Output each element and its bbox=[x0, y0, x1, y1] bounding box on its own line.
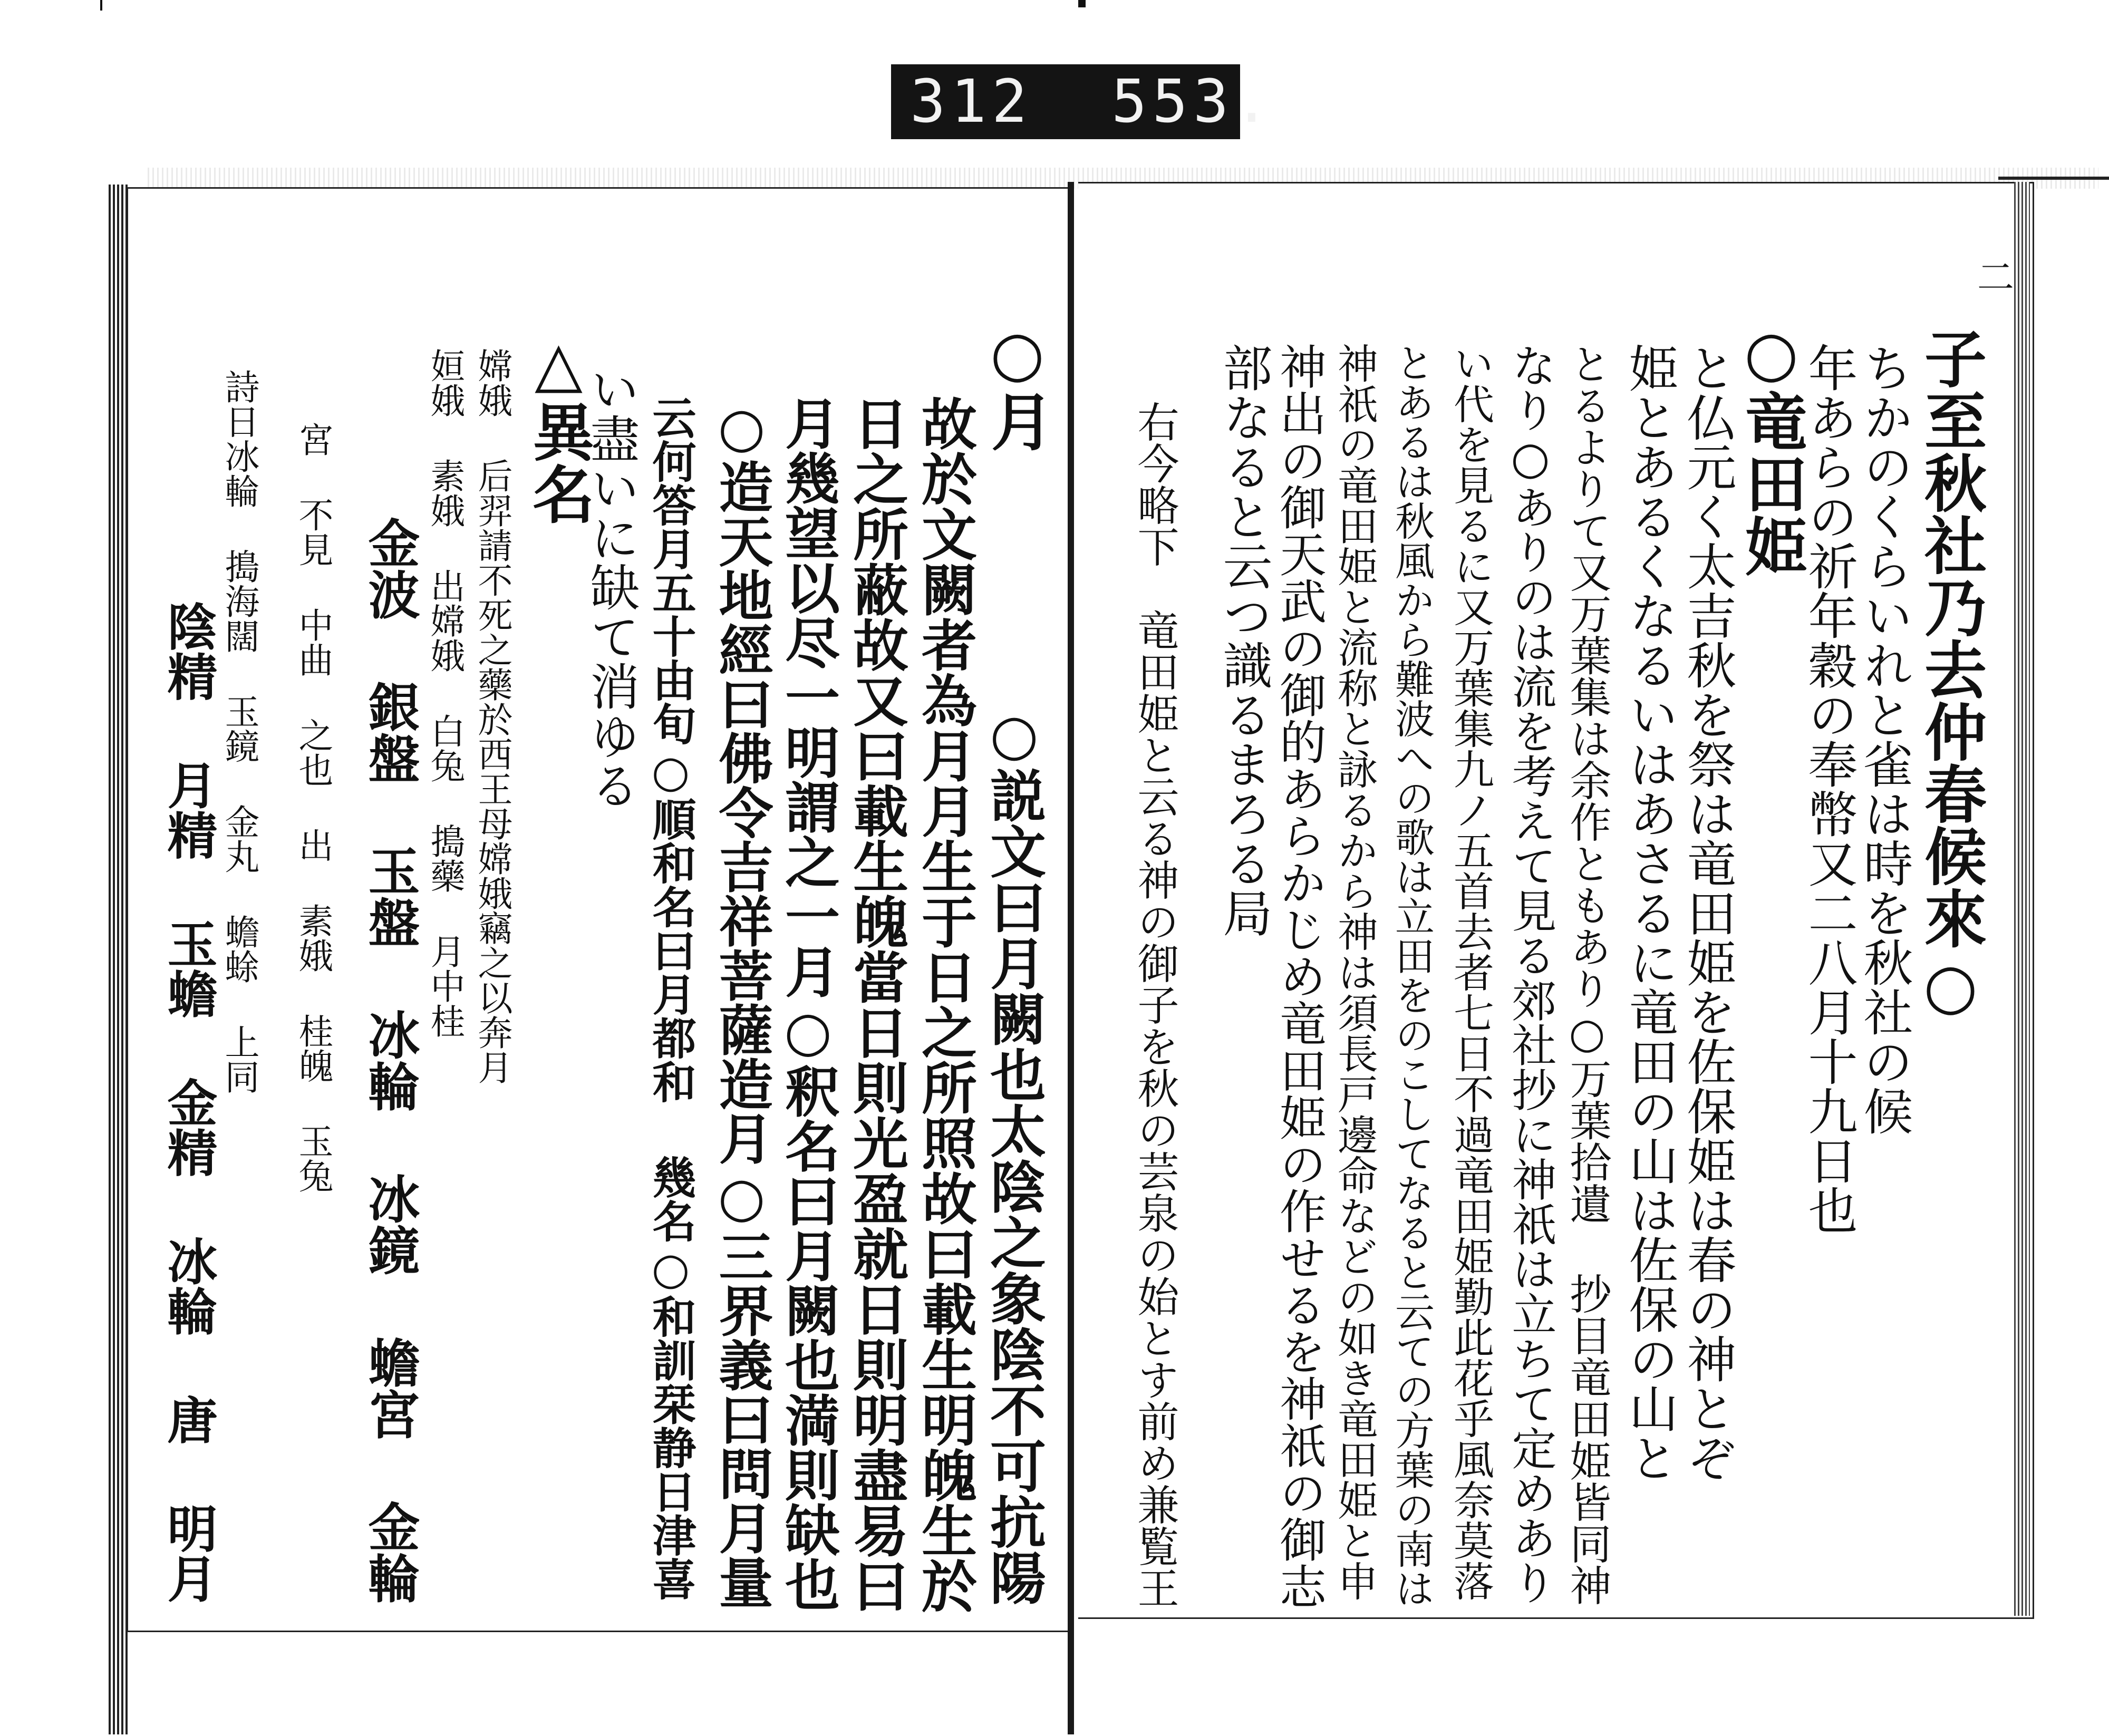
right-page-text-column: ○竜田姫 bbox=[1735, 316, 1808, 576]
right-page-text-column: 部なると云つ識るまろる局 bbox=[1214, 343, 1272, 937]
left-page-text-column: ○造天地經曰佛令吉祥菩薩造月○三界義曰問月量 bbox=[710, 395, 773, 1609]
left-page-text-column: 月幾望以尽一明謂之一月○釈名曰月闕也満則缺也 bbox=[776, 395, 840, 1612]
right-page-text-column: 年あらの祈年穀の奉幣又二八月十九日也 bbox=[1800, 343, 1857, 1235]
catalog-number-right: 553. bbox=[1111, 67, 1275, 136]
right-page-text-column: と仏元く太吉秋を祭は竜田姫を佐保姫は春の神とぞ bbox=[1678, 343, 1736, 1482]
right-page-text-column: 右今略下 竜田姫と云る神の御子を秋の芸泉の始とす前め兼覧王 bbox=[1130, 401, 1179, 1608]
right-page-text-column: とあるは秋風から難波への歌は立田をのこしてなると云ての方葉の南は bbox=[1389, 343, 1435, 1608]
right-page-text-column: 神祇の竜田姫と流称と詠るから神は須長戸邊命などの如き竜田姫と申 bbox=[1331, 343, 1378, 1601]
scan-mark bbox=[1078, 0, 1086, 7]
left-page-text-column: ○説文曰月闕也太陰之象陰不可抗陽 bbox=[981, 701, 1047, 1605]
catalog-number-left: 312 bbox=[910, 67, 1033, 136]
left-page-text-column: 陰精 月精 玉蟾 金精 冰輪 唐 明月 bbox=[159, 601, 218, 1603]
book-spine bbox=[1068, 182, 1074, 1734]
right-page-text-column: なり○ありのは流を考えて見る郊社抄に神祇は立ちて定めあり bbox=[1504, 343, 1556, 1605]
catalog-label bbox=[891, 64, 1275, 139]
right-page-stub bbox=[1998, 177, 2109, 180]
right-page-text-column: ちかのくらいれと雀は時を秋社の候 bbox=[1855, 343, 1912, 1136]
left-page-text-column: 詩日冰輪 搗海闊 玉鏡 金丸 蟾蜍 上同 bbox=[219, 369, 259, 1094]
left-page-text-column: 故於文闕者為月月生于日之所照故曰載生明魄生於 bbox=[913, 395, 978, 1613]
left-page-text-column: 云何答月五十由旬○順和名曰月都和 幾名○和訓栞静日津喜 bbox=[645, 395, 696, 1601]
page-number: 二 bbox=[1977, 256, 2014, 299]
right-page-text-column: 神出の御天武の御的あらかじめ竜田姫の作せるを神祇の御志 bbox=[1272, 343, 1327, 1609]
scan-mark bbox=[100, 0, 102, 11]
left-page-text-column: い盡いに缺て消ゆる bbox=[582, 364, 639, 810]
left-page-text-column: △異名 bbox=[522, 327, 595, 525]
right-page-text-column: 子至秋社乃去仲春候來○ bbox=[1914, 327, 1987, 1022]
left-page-text-column: 日之所蔽故又曰載生魄當日則光盈就日則明盡易曰 bbox=[844, 395, 910, 1613]
left-page-text-column: 姮娥 素娥 出嫦娥 白兔 搗藥 月中桂 bbox=[424, 348, 465, 1038]
right-page-text-column: とるよりて又万葉集は余作ともあり○万葉拾遺 抄目竜田姫皆同神 bbox=[1563, 343, 1611, 1606]
left-page-text-column: 金波 銀盤 玉盤 冰輪 冰鏡 蟾宮 金輪 bbox=[360, 517, 420, 1604]
right-page-edge bbox=[2014, 182, 2030, 1616]
left-page-text-column: 宮 不見 中曲 之也 出 素娥 桂魄 玉兔 bbox=[293, 422, 333, 1193]
left-page-text-column: ○月 bbox=[981, 316, 1054, 452]
right-page-text-column: い代を見るに又万葉集九ノ五首去者七日不過竜田姫勤此花乎風奈莫落 bbox=[1447, 343, 1494, 1601]
left-page-text-column: 嫦娥 后羿請不死之藥於西王母嫦娥竊之以奔月 bbox=[472, 348, 512, 1084]
right-page-text-column: 姫とあるくなるいはあさるに竜田の山は佐保の山と bbox=[1620, 343, 1678, 1482]
